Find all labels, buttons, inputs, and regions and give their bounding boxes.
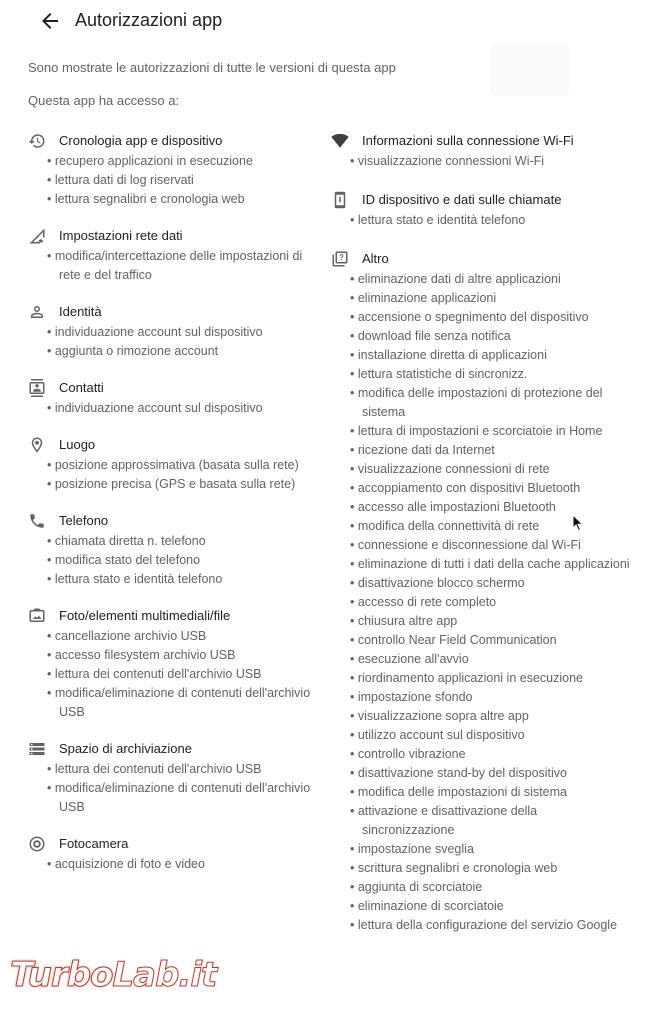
permission-item: • accesso alle impostazioni Bluetooth (331, 498, 631, 517)
permission-item: • chiamata diretta n. telefono (28, 532, 318, 551)
permission-group-header (331, 131, 631, 151)
permission-group-title: Informazioni sulla connessione Wi-Fi (362, 133, 574, 148)
permission-list (28, 323, 318, 361)
permission-item: • accensione o spegnimento del dispositivo (331, 308, 631, 327)
permission-group (28, 378, 318, 418)
permission-group-title: Foto/elementi multimediali/file (59, 608, 231, 623)
permission-item: • modifica/eliminazione di contenuti dell'archivio USB (28, 684, 318, 722)
permission-item: • impostazione sveglia (331, 840, 631, 859)
permissions-right-column (331, 131, 631, 954)
permission-group-title: ID dispositivo e dati sulle chiamate (362, 192, 562, 207)
permission-item: • disattivazione stand-by del dispositivo (331, 764, 631, 783)
permission-item: • eliminazione applicazioni (331, 289, 631, 308)
permission-group (28, 511, 318, 589)
permission-item: • visualizzazione connessioni di rete (331, 460, 631, 479)
permission-group-title: Luogo (59, 437, 96, 452)
permission-group (331, 131, 631, 171)
permission-group-header (331, 190, 631, 210)
permission-item: • eliminazione dati di altre applicazioni (331, 270, 631, 289)
permission-group-title: Cronologia app e dispositivo (59, 133, 223, 148)
permission-item: • utilizzo account sul dispositivo (331, 726, 631, 745)
permission-group-header (28, 435, 318, 455)
permission-group (331, 249, 631, 935)
permission-item: • modifica/intercettazione delle impostazioni di rete e del traffico (28, 247, 318, 285)
permission-item: • recupero applicazioni in esecuzione (28, 152, 318, 171)
other-help-icon (331, 250, 349, 268)
phone-icon (28, 512, 46, 530)
permission-group (331, 190, 631, 230)
permission-item: • controllo Near Field Communication (331, 631, 631, 650)
permission-item: • esecuzione all'avvio (331, 650, 631, 669)
page-title: Autorizzazioni app (75, 10, 223, 30)
permission-group-header (331, 249, 631, 269)
permission-list (331, 270, 631, 935)
permission-item: • cancellazione archivio USB (28, 627, 318, 646)
network-settings-icon (28, 227, 46, 245)
permission-group-header (28, 302, 318, 322)
permission-list (28, 152, 318, 209)
permission-list (28, 399, 318, 418)
blurred-region (490, 44, 570, 96)
permission-group (28, 435, 318, 494)
permission-list (28, 760, 318, 817)
storage-icon (28, 740, 46, 758)
permission-item: • ricezione dati da Internet (331, 441, 631, 460)
permission-group (28, 739, 318, 817)
permission-item: • eliminazione di tutti i dati della cache applicazioni (331, 555, 631, 574)
permission-item: • download file senza notifica (331, 327, 631, 346)
permission-group-header (28, 834, 318, 854)
permission-item: • aggiunta di scorciatoie (331, 878, 631, 897)
permission-item: • acquisizione di foto e video (28, 855, 318, 874)
device-id-icon (331, 191, 349, 209)
permission-group-header (28, 226, 318, 246)
permission-item: • posizione precisa (GPS e basata sulla rete) (28, 475, 318, 494)
permission-group (28, 226, 318, 285)
permission-item: • modifica delle impostazioni di protezione del sistema (331, 384, 631, 422)
permission-list (28, 247, 318, 285)
contacts-icon (28, 379, 46, 397)
permission-item: • eliminazione di scorciatoie (331, 897, 631, 916)
permission-list (331, 211, 631, 230)
permission-item: • individuazione account sul dispositivo (28, 399, 318, 418)
permission-group-title: Identità (59, 304, 102, 319)
permission-group-title: Spazio di archiviazione (59, 741, 192, 756)
wifi-icon (331, 132, 349, 150)
access-heading: Questa app ha accesso a: (28, 93, 180, 108)
permission-item: • individuazione account sul dispositivo (28, 323, 318, 342)
permission-group (28, 834, 318, 874)
person-icon (28, 303, 46, 321)
permission-item: • chiusura altre app (331, 612, 631, 631)
permission-item: • scrittura segnalibri e cronologia web (331, 859, 631, 878)
permission-item: • modifica della connettività di rete (331, 517, 631, 536)
permission-item: • impostazione sfondo (331, 688, 631, 707)
permission-group-title: Telefono (59, 513, 109, 528)
permission-item: • lettura della configurazione del servizio Google (331, 916, 631, 935)
history-icon (28, 132, 46, 150)
permission-list (28, 855, 318, 874)
permission-group-title: Fotocamera (59, 836, 129, 851)
permission-group-header (28, 606, 318, 626)
permission-item: • installazione diretta di applicazioni (331, 346, 631, 365)
permission-item: • controllo vibrazione (331, 745, 631, 764)
permission-item: • accoppiamento con dispositivi Bluetooth (331, 479, 631, 498)
permission-list (28, 456, 318, 494)
permission-list (331, 152, 631, 171)
permission-list (28, 627, 318, 722)
permission-item: • modifica stato del telefono (28, 551, 318, 570)
permission-item: • accesso di rete completo (331, 593, 631, 612)
back-arrow-icon[interactable] (38, 9, 62, 33)
camera-icon (28, 835, 46, 853)
watermark-logo: TurboLab.it (10, 955, 217, 995)
permission-group-title: Impostazioni rete dati (59, 228, 183, 243)
permission-group (28, 302, 318, 361)
app-bar (0, 0, 650, 44)
permission-item: • lettura dei contenuti dell'archivio USB (28, 760, 318, 779)
permission-item: • riordinamento applicazioni in esecuzione (331, 669, 631, 688)
permission-list (28, 532, 318, 589)
permission-item: • connessione e disconnessione dal Wi-Fi (331, 536, 631, 555)
permission-group-title: Contatti (59, 380, 104, 395)
photo-library-icon (28, 607, 46, 625)
permission-item: • lettura stato e identità telefono (28, 570, 318, 589)
mouse-cursor-icon (572, 514, 584, 532)
permission-group (28, 131, 318, 209)
permission-item: • lettura stato e identità telefono (331, 211, 631, 230)
intro-text: Sono mostrate le autorizzazioni di tutte le versioni di questa app (28, 60, 396, 75)
permission-group-header (28, 378, 318, 398)
permission-item: • lettura statistiche di sincronizz. (331, 365, 631, 384)
permission-group-title: Altro (362, 251, 389, 266)
permission-group-header (28, 739, 318, 759)
permission-item: • aggiunta o rimozione account (28, 342, 318, 361)
permission-item: • lettura segnalibri e cronologia web (28, 190, 318, 209)
location-icon (28, 436, 46, 454)
permission-item: • lettura dei contenuti dell'archivio USB (28, 665, 318, 684)
permission-group-header (28, 511, 318, 531)
permission-item: • modifica/eliminazione di contenuti dell'archivio USB (28, 779, 318, 817)
permission-item: • disattivazione blocco schermo (331, 574, 631, 593)
permission-group (28, 606, 318, 722)
permission-item: • attivazione e disattivazione della sincronizzazione (331, 802, 631, 840)
permission-item: • lettura dati di log riservati (28, 171, 318, 190)
permissions-left-column (28, 131, 318, 891)
permission-item: • modifica delle impostazioni di sistema (331, 783, 631, 802)
permission-item: • accesso filesystem archivio USB (28, 646, 318, 665)
permission-item: • lettura di impostazioni e scorciatoie in Home (331, 422, 631, 441)
permission-item: • visualizzazione sopra altre app (331, 707, 631, 726)
permission-group-header (28, 131, 318, 151)
permission-item: • visualizzazione connessioni Wi-Fi (331, 152, 631, 171)
permission-item: • posizione approssimativa (basata sulla rete) (28, 456, 318, 475)
